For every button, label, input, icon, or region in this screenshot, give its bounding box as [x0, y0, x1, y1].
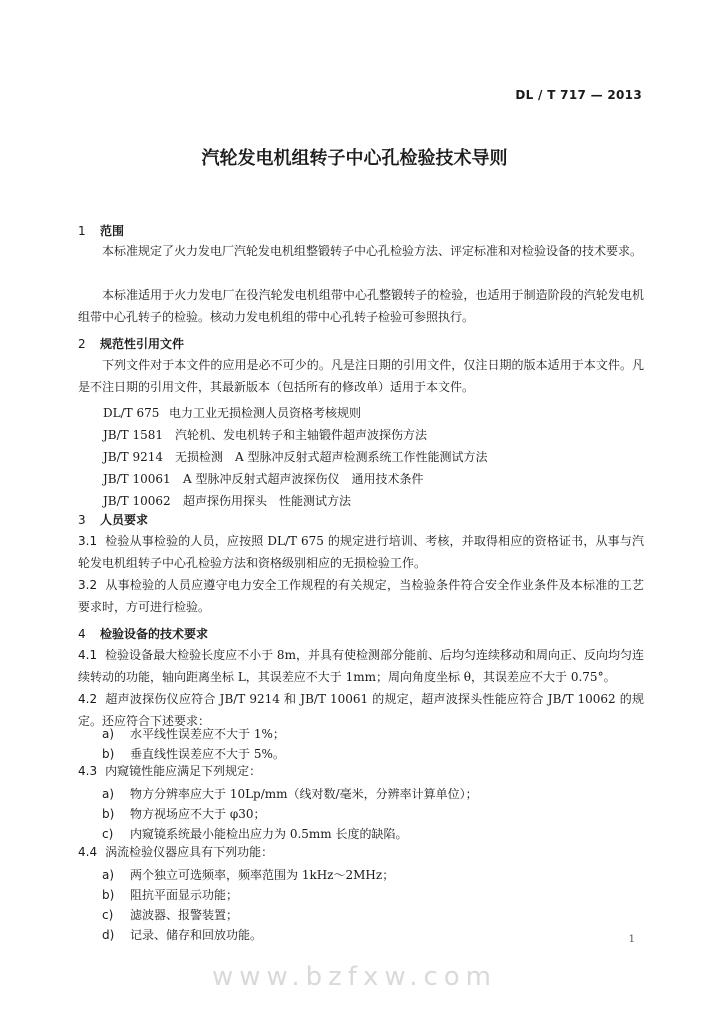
- list-label: b): [102, 747, 115, 761]
- section-2-paragraph-1: 下列文件对于本文件的应用是必不可少的。凡是注日期的引用文件，仅注日期的版本适用于本文件。凡是不注日期的引用文件，其最新版本（包括所有的修改单）适用于本文件。: [78, 358, 644, 394]
- clause-3-1: [78, 530, 644, 574]
- list-text: 两个独立可选频率，频率范围为 1kHz～2MHz；: [130, 868, 395, 882]
- reference-name: 汽轮机、发电机转子和主轴锻件超声波探伤方法: [175, 428, 428, 442]
- clause-3-2: [78, 574, 644, 618]
- section-number: 3: [78, 513, 86, 527]
- list-item: [102, 906, 238, 923]
- clause-text: 从事检验的人员应遵守电力安全工作规程的有关规定，当检验条件符合安全作业条件及本标准的工艺要求时，方可进行检验。: [78, 578, 644, 614]
- list-item: [102, 725, 285, 742]
- list-label: a): [102, 787, 115, 801]
- clause-text: 涡流检验仪器应具有下列功能：: [105, 845, 274, 859]
- section-title: 检验设备的技术要求: [100, 627, 209, 641]
- reference-code: DL/T 675: [103, 406, 160, 420]
- section-2-heading: [78, 335, 184, 352]
- clause-number: 4.1: [78, 648, 98, 662]
- clause-4-3: [78, 760, 644, 782]
- reference-code: JB/T 10061: [103, 472, 171, 486]
- list-text: 垂直线性误差应不大于 5%。: [130, 747, 285, 761]
- list-label: a): [102, 868, 115, 882]
- list-text: 记录、储存和回放功能。: [130, 928, 263, 942]
- list-label: a): [102, 727, 115, 741]
- reference-item: [103, 426, 427, 443]
- clause-number: 4.3: [78, 764, 98, 778]
- list-text: 滤波器、报警装置；: [130, 908, 239, 922]
- list-item: [102, 866, 394, 883]
- page-number: 1: [628, 934, 635, 945]
- list-label: b): [102, 807, 115, 821]
- list-item: [102, 805, 266, 822]
- list-item: [102, 785, 478, 802]
- clause-text: 检验从事检验的人员，应按照 DL/T 675 的规定进行培训、考核，并取得相应的资格证书，从事与汽轮发电机组转子中心孔检验方法和资格级别相应的无损检验工作。: [78, 534, 644, 570]
- clause-text: 内窥镜性能应满足下列规定：: [105, 764, 262, 778]
- list-text: 水平线性误差应不大于 1%；: [130, 727, 285, 741]
- reference-name: A 型脉冲反射式超声波探伤仪 通用技术条件: [183, 472, 424, 486]
- standard-code: DL / T 717 — 2013: [515, 88, 642, 102]
- section-title: 规范性引用文件: [100, 337, 185, 351]
- list-label: d): [102, 928, 115, 942]
- section-1-paragraph-2: 本标准适用于火力发电厂在役汽轮发电机组带中心孔整锻转子的检验，也适用于制造阶段的汽轮发电机组带中心孔转子的检验。核动力发电机组的带中心孔转子检验可参照执行。: [78, 288, 644, 324]
- clause-text: 超声波探伤仪应符合 JB/T 9214 和 JB/T 10061 的规定，超声波探头性能应符合 JB/T 10062 的规定。还应符合下述要求：: [78, 692, 644, 728]
- list-label: b): [102, 888, 115, 902]
- section-number: 4: [78, 627, 86, 641]
- list-text: 物方分辨率应大于 10Lp/mm（线对数/毫米，分辨率计算单位）；: [130, 787, 478, 801]
- list-text: 阻抗平面显示功能；: [130, 888, 239, 902]
- reference-code: JB/T 1581: [103, 428, 164, 442]
- reference-code: JB/T 9214: [103, 450, 164, 464]
- section-number: 2: [78, 337, 86, 351]
- clause-number: 3.2: [78, 578, 98, 592]
- section-title: 范围: [100, 224, 125, 238]
- watermark: www.bzfxw.com: [211, 962, 498, 992]
- reference-name: 超声探伤用探头 性能测试方法: [183, 494, 352, 508]
- list-item: [102, 926, 262, 943]
- section-number: 1: [78, 224, 86, 238]
- section-3-heading: [78, 511, 148, 528]
- section-1-paragraph-1: 本标准规定了火力发电厂汽轮发电机组整锻转子中心孔检验方法、评定标准和对检验设备的技术要求。: [102, 244, 643, 258]
- clause-text: 检验设备最大检验长度应不小于 8m，并具有使检测部分能前、后均匀连续移动和周向正、反向均匀连续转动的功能，轴向距离坐标 L，其误差应不大于 1mm；周向角度坐标 θ，其误差应不大于 0.75°。: [78, 648, 644, 684]
- reference-item: [103, 492, 351, 509]
- clause-4-1: [78, 644, 644, 688]
- list-label: c): [102, 827, 114, 841]
- reference-item: [103, 470, 423, 487]
- clause-number: 4.4: [78, 845, 98, 859]
- list-item: [102, 825, 407, 842]
- clause-number: 3.1: [78, 534, 98, 548]
- list-text: 内窥镜系统最小能检出应力为 0.5mm 长度的缺陷。: [130, 827, 408, 841]
- reference-code: JB/T 10062: [103, 494, 171, 508]
- section-1-heading: [78, 222, 124, 239]
- reference-item: [103, 448, 487, 465]
- list-text: 物方视场应不大于 φ30；: [130, 807, 266, 821]
- document-title: 汽轮发电机组转子中心孔检验技术导则: [201, 148, 508, 169]
- section-4-heading: [78, 625, 208, 642]
- clause-number: 4.2: [78, 692, 98, 706]
- list-item: [102, 886, 238, 903]
- reference-name: 电力工业无损检测人员资格考核规则: [169, 406, 362, 420]
- clause-4-4: [78, 841, 644, 863]
- reference-name: 无损检测 A 型脉冲反射式超声检测系统工作性能测试方法: [175, 450, 488, 464]
- reference-item: [103, 404, 361, 421]
- section-title: 人员要求: [100, 513, 149, 527]
- list-label: c): [102, 908, 114, 922]
